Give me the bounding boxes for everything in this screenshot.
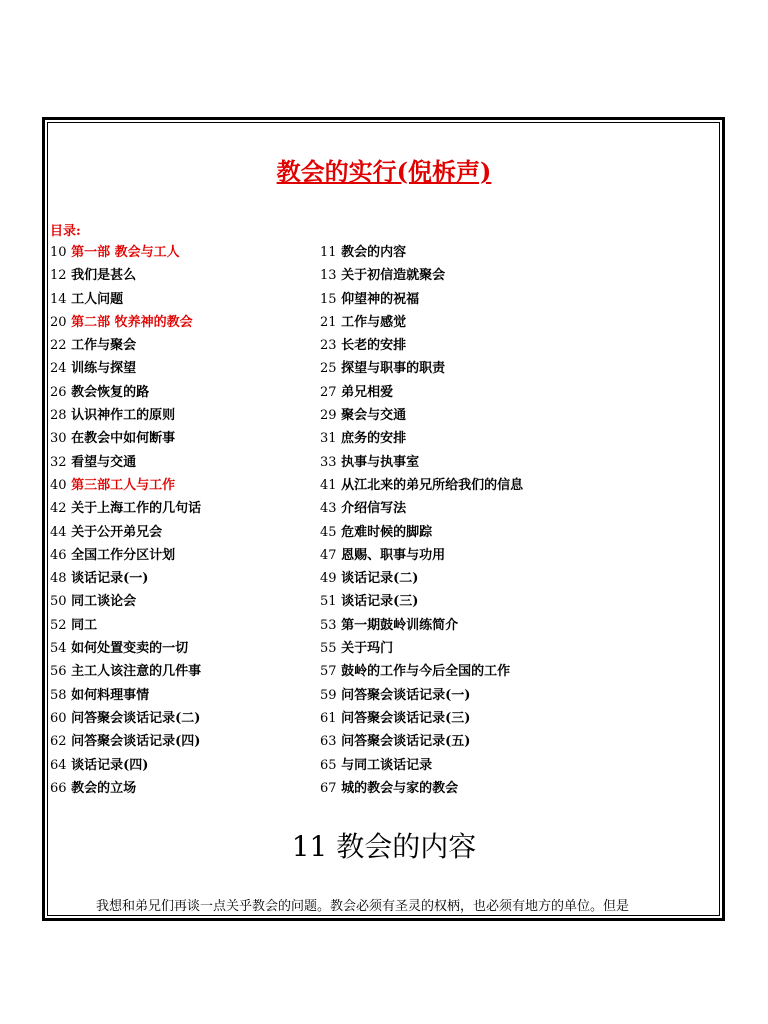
toc-entry-title: 认识神作工的原则 <box>66 408 176 424</box>
toc-entry-number: 52 <box>50 617 67 633</box>
toc-entry[interactable] <box>50 590 136 613</box>
toc-row <box>50 637 710 660</box>
toc-entry-number: 26 <box>50 384 67 400</box>
toc-entry-number: 44 <box>50 524 67 540</box>
section-title: 11 教会的内容 <box>291 830 477 863</box>
toc-entry-title: 弟兄相爱 <box>336 384 394 400</box>
toc-entry[interactable] <box>320 730 470 753</box>
toc-entry[interactable] <box>320 614 458 637</box>
toc-entry-number: 41 <box>320 477 337 493</box>
toc-entry-title: 第一期鼓岭训练简介 <box>336 617 459 633</box>
document-title: 教会的实行(倪柝声) <box>276 157 492 186</box>
toc-entry-number: 23 <box>320 338 337 354</box>
toc-label: 目录: <box>50 224 81 239</box>
toc-entry[interactable] <box>50 567 148 590</box>
toc-entry[interactable] <box>50 311 193 334</box>
toc-entry[interactable] <box>50 288 123 311</box>
toc-entry[interactable] <box>320 241 406 264</box>
toc-entry[interactable] <box>320 474 523 497</box>
toc-row <box>50 404 710 427</box>
toc-row <box>50 590 710 613</box>
toc-row <box>50 334 710 357</box>
toc-entry-title: 问答聚会谈话记录(五) <box>336 734 471 750</box>
toc-entry-title: 看望与交通 <box>66 454 137 470</box>
toc-entry[interactable] <box>50 614 97 637</box>
toc-entry-number: 51 <box>320 594 337 610</box>
toc-entry-title: 如何处置变卖的一切 <box>66 641 189 657</box>
toc-entry[interactable] <box>320 288 419 311</box>
toc-entry[interactable] <box>320 497 406 520</box>
toc-entry-number: 22 <box>50 338 67 354</box>
toc-entry-title: 工作与感觉 <box>336 314 407 330</box>
toc-entry-number: 63 <box>320 734 337 750</box>
toc-row <box>50 474 710 497</box>
toc-entry-number: 49 <box>320 571 337 587</box>
toc-entry-title: 问答聚会谈话记录(四) <box>66 734 201 750</box>
toc-entry-title: 谈话记录(二) <box>336 571 419 587</box>
toc-entry-number: 50 <box>50 594 67 610</box>
toc-entry-number: 15 <box>320 291 337 307</box>
toc-entry-title: 鼓岭的工作与今后全国的工作 <box>336 664 511 680</box>
toc-entry-title: 问答聚会谈话记录(二) <box>66 710 201 726</box>
toc-entry-number: 46 <box>50 547 67 563</box>
toc-entry[interactable] <box>320 451 419 474</box>
toc-entry-number: 20 <box>50 314 67 330</box>
toc-entry-number: 66 <box>50 780 67 796</box>
toc-entry-title: 与同工谈话记录 <box>336 757 433 773</box>
toc-entry-title: 如何料理事情 <box>66 687 150 703</box>
toc-entry[interactable] <box>320 311 406 334</box>
toc-entry-title: 主工人该注意的几件事 <box>66 664 202 680</box>
toc-entry-title: 第二部 牧养神的教会 <box>66 314 193 330</box>
toc-entry-number: 60 <box>50 710 67 726</box>
toc-entry-number: 43 <box>320 501 337 517</box>
toc-entry[interactable] <box>50 660 201 683</box>
toc-entry-number: 27 <box>320 384 337 400</box>
toc-entry[interactable] <box>320 707 470 730</box>
toc-entry-title: 第三部工人与工作 <box>66 477 176 493</box>
toc-entry-title: 城的教会与家的教会 <box>336 780 459 796</box>
toc-entry-number: 12 <box>50 268 67 284</box>
toc-entry-title: 教会的内容 <box>336 245 407 260</box>
toc-entry[interactable] <box>50 404 175 427</box>
toc-entry[interactable] <box>320 777 458 800</box>
toc-entry-title: 同工谈论会 <box>66 594 137 610</box>
toc-row <box>50 357 710 380</box>
toc-entry-number: 48 <box>50 571 67 587</box>
toc-entry[interactable] <box>320 637 393 660</box>
toc-entry[interactable] <box>50 381 149 404</box>
toc-entry-title: 关于初信造就聚会 <box>336 268 446 284</box>
toc-entry-number: 30 <box>50 431 67 447</box>
toc-entry-number: 29 <box>320 408 337 424</box>
toc-entry[interactable] <box>50 334 136 357</box>
toc-entry-number: 32 <box>50 454 67 470</box>
toc-entry-title: 工作与聚会 <box>66 338 137 354</box>
toc-entry[interactable] <box>50 684 149 707</box>
toc-entry[interactable] <box>320 357 445 380</box>
toc-entry-title: 第一部 教会与工人 <box>66 245 180 260</box>
toc-row <box>50 660 710 683</box>
toc-entry-number: 67 <box>320 780 337 796</box>
toc-entry[interactable] <box>50 241 180 264</box>
toc-entry[interactable] <box>50 451 136 474</box>
toc-row <box>50 754 710 777</box>
toc-entry-number: 58 <box>50 687 67 703</box>
toc-entry[interactable] <box>320 590 418 613</box>
toc-entry-title: 谈话记录(一) <box>66 571 149 587</box>
toc-entry-number: 61 <box>320 710 337 726</box>
toc-entry-number: 53 <box>320 617 337 633</box>
toc-entry[interactable] <box>320 404 406 427</box>
table-of-contents <box>50 241 710 800</box>
toc-row <box>50 381 710 404</box>
toc-entry-title: 关于玛门 <box>336 641 394 657</box>
toc-entry[interactable] <box>50 264 136 287</box>
toc-entry-title: 工人问题 <box>66 291 124 307</box>
toc-entry[interactable] <box>320 544 445 567</box>
toc-entry-number: 65 <box>320 757 337 773</box>
toc-entry-number: 59 <box>320 687 337 703</box>
toc-row <box>50 451 710 474</box>
toc-entry-title: 问答聚会谈话记录(三) <box>336 710 471 726</box>
toc-entry[interactable] <box>50 707 200 730</box>
toc-row <box>50 521 710 544</box>
toc-entry[interactable] <box>50 754 148 777</box>
toc-entry[interactable] <box>320 754 432 777</box>
toc-entry-number: 31 <box>320 431 337 447</box>
toc-row <box>50 288 710 311</box>
toc-entry-title: 我们是甚么 <box>66 268 137 284</box>
toc-entry-number: 64 <box>50 757 67 773</box>
toc-row <box>50 427 710 450</box>
toc-entry-number: 55 <box>320 641 337 657</box>
toc-entry-title: 同工 <box>66 617 98 633</box>
toc-entry-title: 教会恢复的路 <box>66 384 150 400</box>
toc-entry-number: 21 <box>320 314 337 330</box>
toc-entry[interactable] <box>50 637 188 660</box>
toc-entry-number: 56 <box>50 664 67 680</box>
toc-entry-title: 介绍信写法 <box>336 501 407 517</box>
toc-entry-number: 28 <box>50 408 67 424</box>
toc-entry[interactable] <box>50 521 162 544</box>
toc-entry[interactable] <box>320 684 470 707</box>
toc-entry-title: 问答聚会谈话记录(一) <box>336 687 471 703</box>
toc-entry-number: 24 <box>50 361 67 377</box>
toc-entry-title: 庶务的安排 <box>336 431 407 447</box>
toc-entry[interactable] <box>50 427 175 450</box>
toc-entry-title: 探望与职事的职责 <box>336 361 446 377</box>
toc-entry-title: 在教会中如何断事 <box>66 431 176 447</box>
toc-entry-title: 训练与探望 <box>66 361 137 377</box>
toc-row <box>50 614 710 637</box>
toc-entry-number: 45 <box>320 524 337 540</box>
toc-entry-title: 危难时候的脚踪 <box>336 524 433 540</box>
toc-entry[interactable] <box>320 264 445 287</box>
toc-entry-number: 62 <box>50 734 67 750</box>
toc-entry-number: 14 <box>50 291 67 307</box>
toc-entry[interactable] <box>320 381 393 404</box>
toc-entry-title: 关于上海工作的几句话 <box>66 501 202 517</box>
toc-entry[interactable] <box>320 567 418 590</box>
toc-entry[interactable] <box>50 544 175 567</box>
toc-entry-title: 恩赐、职事与功用 <box>336 547 446 563</box>
body-paragraph: 我想和弟兄们再谈一点关乎教会的问题。教会必须有圣灵的权柄，也必须有地方的单位。但是 <box>96 899 630 914</box>
toc-entry[interactable] <box>50 730 200 753</box>
toc-row <box>50 241 710 264</box>
toc-entry-title: 仰望神的祝福 <box>336 291 420 307</box>
toc-entry-number: 33 <box>320 454 337 470</box>
toc-entry-number: 47 <box>320 547 337 563</box>
toc-entry[interactable] <box>50 777 136 800</box>
toc-entry-number: 25 <box>320 361 337 377</box>
toc-entry-number: 57 <box>320 664 337 680</box>
toc-entry-title: 执事与执事室 <box>336 454 420 470</box>
toc-entry-number: 13 <box>320 268 337 284</box>
toc-row <box>50 311 710 334</box>
toc-row <box>50 730 710 753</box>
toc-entry-title: 谈话记录(四) <box>66 757 149 773</box>
toc-entry-title: 长老的安排 <box>336 338 407 354</box>
toc-row <box>50 777 710 800</box>
toc-entry[interactable] <box>320 521 432 544</box>
toc-row <box>50 544 710 567</box>
toc-entry-title: 从江北来的弟兄所给我们的信息 <box>336 477 524 493</box>
toc-entry-title: 关于公开弟兄会 <box>66 524 163 540</box>
toc-entry-number: 10 <box>50 245 67 260</box>
toc-entry-number: 11 <box>320 245 337 260</box>
toc-entry[interactable] <box>50 357 136 380</box>
toc-entry-title: 谈话记录(三) <box>336 594 419 610</box>
toc-entry-number: 40 <box>50 477 67 493</box>
toc-entry[interactable] <box>320 660 510 683</box>
toc-entry-title: 教会的立场 <box>66 780 137 796</box>
toc-entry-number: 42 <box>50 501 67 517</box>
toc-entry[interactable] <box>320 334 406 357</box>
toc-row <box>50 497 710 520</box>
toc-entry[interactable] <box>50 497 201 520</box>
toc-row <box>50 264 710 287</box>
toc-entry[interactable] <box>320 427 406 450</box>
toc-row <box>50 567 710 590</box>
toc-entry[interactable] <box>50 474 175 497</box>
toc-row <box>50 707 710 730</box>
toc-entry-number: 54 <box>50 641 67 657</box>
toc-entry-title: 聚会与交通 <box>336 408 407 424</box>
toc-row <box>50 684 710 707</box>
toc-entry-title: 全国工作分区计划 <box>66 547 176 563</box>
